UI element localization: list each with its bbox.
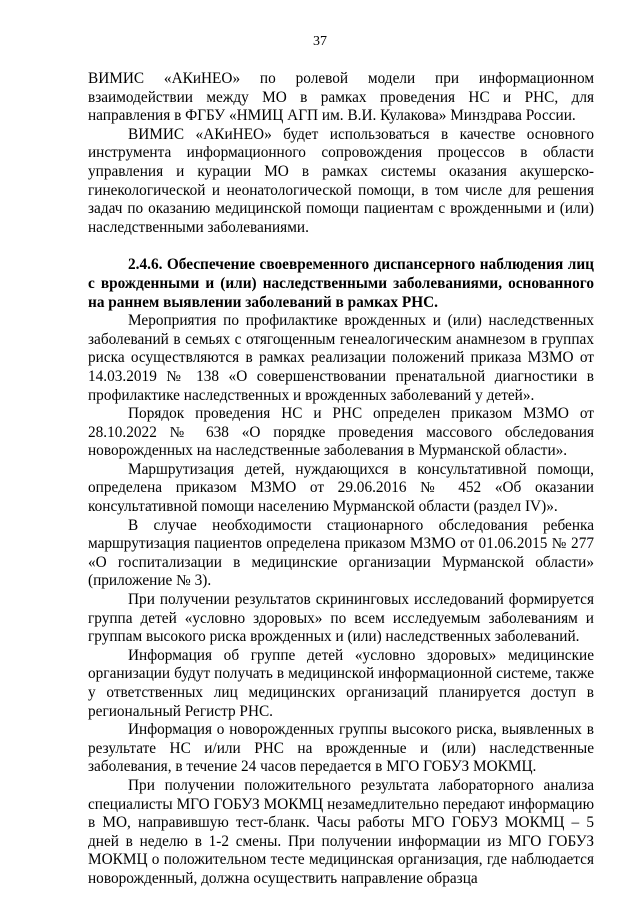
document-body xyxy=(88,70,594,889)
paragraph-high-risk-info: Информация о новорожденных группы высокого риска, выявленных в результате НС и/или РНС на врожденные и (или) наследственные заболевания, в течение 24 часов передается в МГО ГОБУЗ МОКМЦ. xyxy=(88,721,594,776)
paragraph-routing-consultation: Маршрутизация детей, нуждающихся в консультативной помощи, определена приказом МЗМО от 29.06.2016 № 452 «Об оказании консультативной помощи населению Мурманской области (раздел IV)». xyxy=(88,460,594,516)
paragraph-screening-order: Порядок проведения НС и РНС определен приказом МЗМО от 28.10.2022 № 638 «О порядке проведения массового обследования новорожденных на наследственные заболевания в Мурманской области». xyxy=(88,405,594,460)
paragraph-healthy-group-info: Информация об группе детей «условно здоровых» медицинские организации будут получать в медицинской информационной системе, также у ответственных лиц медицинских организаций планируется доступ в региональный Регистр РНС. xyxy=(88,646,594,720)
paragraph-vimis-role-model: ВИМИС «АКиНЕО» по ролевой модели при информационном взаимодействии между МО в рамках проведения НС и РНС, для направления в ФГБУ «НМИЦ АГП им. В.И. Кулакова» Минздрава России. xyxy=(88,70,594,125)
page-number: 37 xyxy=(313,34,327,49)
paragraph-hospitalization-routing: В случае необходимости стационарного обследования ребенка маршрутизация пациентов определена приказом МЗМО от 01.06.2015 № 277 «О госпитализации в медицинские организации Мурманской области» (приложение № 3). xyxy=(88,516,594,590)
paragraph-vimis-tool: ВИМИС «АКиНЕО» будет использоваться в качестве основного инструмента информационного сопровождения процессов в области управления и курации МО в рамках системы оказания акушерско-гинекологической и неонатологической помощи, в том числе для решения задач по оказанию медицинской помощи пациентам с врожденными и (или) наследственными заболеваниями. xyxy=(88,125,594,236)
paragraph-positive-result: При получении положительного результата лабораторного анализа специалисты МГО ГОБУЗ МОКМЦ незамедлительно передают информацию в МО, направившую тест-бланк. Часы работы МГО ГОБУЗ МОКМЦ – 5 дней в неделю в 1-2 смены. При получении информации из МГО ГОБУЗ МОКМЦ о положительном тесте медицинская организация, где наблюдается новорожденный, должна осуществить направление образца xyxy=(88,776,594,887)
paragraph-screening-results: При получении результатов скрининговых исследований формируется группа детей «условно здоровых» по всем исследуемым заболеваниям и группам высокого риска врожденных и (или) наследственных заболеваний. xyxy=(88,591,594,646)
paragraph-prevention-measures: Мероприятия по профилактике врожденных и (или) наследственных заболеваний в семьях с отягощенным генеалогическим анамнезом в группах риска осуществляются в рамках реализации положений приказа МЗМО от 14.03.2019 № 138 «О совершенствовании пренатальной диагностики в профилактике наследственных и врожденных заболеваний у детей». xyxy=(88,312,594,404)
section-heading: 2.4.6. Обеспечение своевременного диспансерного наблюдения лиц с врожденными и (или) наследственными заболеваниями, основанного на раннем выявлении заболеваний в рамках РНС. xyxy=(88,256,594,311)
